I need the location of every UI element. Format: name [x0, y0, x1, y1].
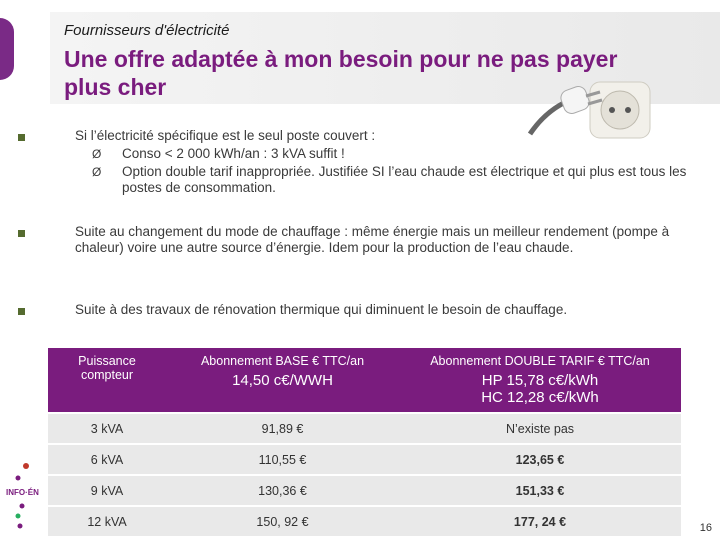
bullet-marker	[18, 308, 25, 315]
cell-base: 91,89 €	[166, 413, 399, 444]
cell-power: 3 kVA	[48, 413, 166, 444]
base-price: 14,50 c€/WWH	[232, 372, 333, 389]
hp-price: HP 15,78 c€/kWh	[481, 372, 599, 389]
table-row	[48, 506, 681, 536]
logo-text: INFO·ÉN	[6, 488, 39, 497]
cell-power: 12 kVA	[48, 506, 166, 536]
slide-subtitle: Fournisseurs d'électricité	[64, 22, 230, 39]
table-row	[48, 475, 681, 506]
hc-price: HC 12,28 c€/kWh	[481, 389, 599, 406]
cell-power: 9 kVA	[48, 475, 166, 506]
bullet-text: Suite au changement du mode de chauffage : même énergie mais un meilleur rendement (pompe à chaleur) voire une autre source d’énergie. Idem pour la production de l’eau chaude.	[75, 224, 670, 255]
bullet-marker	[18, 134, 25, 141]
tariff-table	[48, 348, 681, 536]
page-number: 16	[699, 522, 712, 534]
cell-double: N’existe pas	[399, 413, 681, 444]
arrow-icon: Ø	[92, 147, 102, 161]
sub-item	[92, 164, 702, 196]
table-row	[48, 444, 681, 475]
table-row	[48, 413, 681, 444]
bullet-marker	[18, 230, 25, 237]
arrow-icon: Ø	[92, 165, 102, 179]
sub-item	[92, 146, 702, 162]
header-power: Puissance compteur	[48, 348, 166, 413]
cell-double: 123,65 €	[399, 444, 681, 475]
slide-title: Une offre adaptée à mon besoin pour ne pas payer plus cher	[64, 46, 618, 100]
cell-double: 151,33 €	[399, 475, 681, 506]
cell-base: 110,55 €	[166, 444, 399, 475]
decorative-tab	[0, 18, 14, 80]
cell-power: 6 kVA	[48, 444, 166, 475]
cell-base: 150, 92 €	[166, 506, 399, 536]
cell-double: 177, 24 €	[399, 506, 681, 536]
cell-base: 130,36 €	[166, 475, 399, 506]
header-base: Abonnement BASE € TTC/an 14,50 c€/WWH	[166, 348, 399, 413]
bullet-text: Suite à des travaux de rénovation thermique qui diminuent le besoin de chauffage.	[75, 302, 568, 317]
bullet-text: Si l’électricité spécifique est le seul poste couvert :	[75, 128, 376, 143]
header-double: Abonnement DOUBLE TARIF € TTC/an HP 15,78 c€/kWh HC 12,28 c€/kWh	[399, 348, 681, 413]
sub-item-text: Conso < 2 000 kWh/an : 3 kVA suffit !	[122, 146, 345, 161]
sub-item-text: Option double tarif inappropriée. Justifiée SI l’eau chaude est électrique et qui plus est tous les postes de consommation.	[122, 164, 687, 195]
